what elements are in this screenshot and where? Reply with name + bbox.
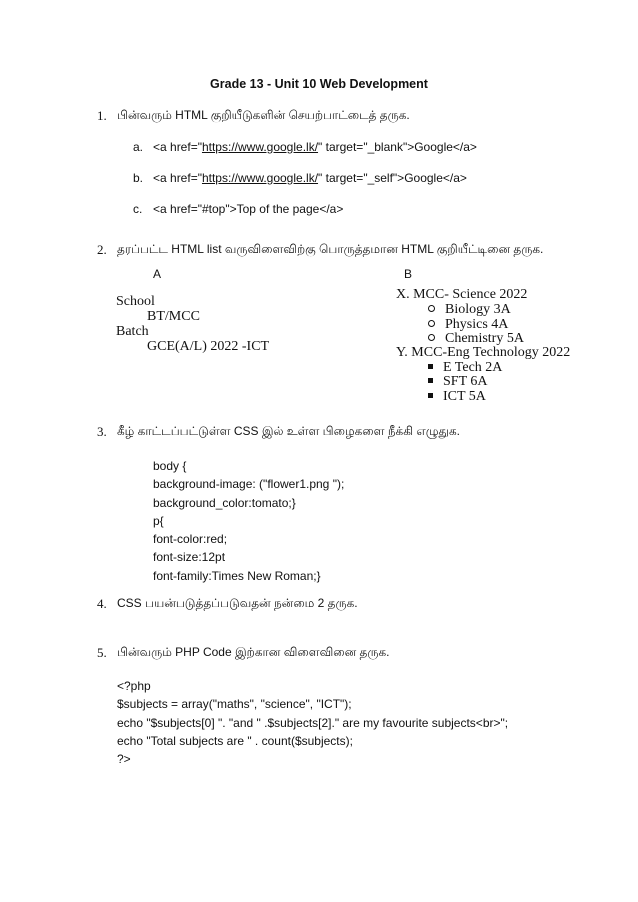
list-a-term-school: School — [116, 294, 155, 309]
q1b-code-pre: <a href=" — [153, 171, 202, 185]
code-line: p{ — [153, 513, 164, 528]
q4-text: CSS பயன்படுத்தப்படுவதன் நன்மை 2 தருக. — [117, 596, 358, 610]
q1b-label: b. — [133, 171, 144, 185]
q1-text: பின்வரும் HTML குறியீடுகளின் செயற்பாட்டைத் தருக. — [117, 108, 410, 122]
code-line: font-family:Times New Roman;} — [153, 568, 321, 583]
q1b-code-post: " target="_self">Google</a> — [318, 171, 467, 185]
square-bullet-icon — [428, 364, 433, 369]
page-title: Grade 13 - Unit 10 Web Development — [210, 77, 428, 91]
list-b-y-item: SFT 6A — [428, 374, 487, 390]
circle-bullet-icon — [428, 334, 435, 341]
code-line: echo "$subjects[0] ". "and " .$subjects[2]." are my favourite subjects<br>"; — [117, 715, 509, 730]
q1b-code — [153, 171, 467, 185]
list-b-x-item: Biology 3A — [428, 302, 511, 318]
q1a-label: a. — [133, 140, 144, 154]
code-line: body { — [153, 459, 187, 473]
circle-bullet-icon — [428, 305, 435, 312]
code-line: ?> — [117, 752, 131, 767]
column-b-label: B — [404, 267, 413, 281]
code-line: echo "Total subjects are " . count($subjects); — [117, 733, 353, 748]
q4-number: 4. — [97, 596, 107, 611]
q5-text: பின்வரும் PHP Code இற்கான விளைவினை தருக. — [117, 645, 390, 659]
q2-text: தரப்பட்ட HTML list வருவிளைவிற்கு பொருத்தமான HTML குறியீட்டினை தருக. — [117, 242, 544, 256]
q5-number: 5. — [97, 645, 107, 660]
list-b-y-item: ICT 5A — [428, 389, 486, 405]
list-a-term-batch: Batch — [116, 324, 149, 339]
list-b-x-title: X. MCC- Science 2022 — [396, 287, 528, 302]
list-a-desc-school: BT/MCC — [147, 309, 200, 324]
list-b-x-item: Physics 4A — [428, 317, 508, 333]
q1a-code-pre: <a href=" — [153, 140, 202, 154]
code-line: font-size:12pt — [153, 550, 226, 565]
q1a-link[interactable]: https://www.google.lk/ — [201, 140, 319, 154]
q1-number: 1. — [97, 108, 107, 123]
list-a-desc-batch: GCE(A/L) 2022 -ICT — [147, 339, 270, 354]
circle-bullet-icon — [428, 320, 435, 327]
code-line: font-color:red; — [153, 532, 228, 547]
code-line: background-image: ("flower1.png "); — [153, 477, 345, 492]
square-bullet-icon — [428, 393, 433, 398]
list-b-y-item: E Tech 2A — [428, 360, 502, 376]
q3-number: 3. — [97, 424, 107, 439]
css-code-block — [153, 457, 344, 585]
php-code-block — [117, 677, 508, 768]
q3-text: கீழ் காட்டப்பட்டுள்ள CSS இல் உள்ள பிழைகளை நீக்கி எழுதுக. — [117, 424, 460, 438]
list-b-x-item: Chemistry 5A — [428, 331, 524, 347]
code-line: $subjects = array("maths", "science", "ICT"); — [117, 697, 352, 712]
q1b-link[interactable]: https://www.google.lk/ — [201, 171, 319, 185]
list-b-y-title: Y. MCC-Eng Technology 2022 — [396, 345, 571, 360]
q2-number: 2. — [97, 242, 107, 257]
q1c-code: <a href="#top">Top of the page</a> — [153, 202, 344, 216]
code-line: background_color:tomato;} — [153, 495, 296, 510]
q1a-code-post: " target="_blank">Google</a> — [318, 140, 477, 154]
square-bullet-icon — [428, 378, 433, 383]
column-a-label: A — [153, 267, 162, 281]
q1a-code — [153, 140, 477, 154]
code-line: <?php — [117, 679, 151, 693]
q1c-label: c. — [133, 202, 143, 216]
